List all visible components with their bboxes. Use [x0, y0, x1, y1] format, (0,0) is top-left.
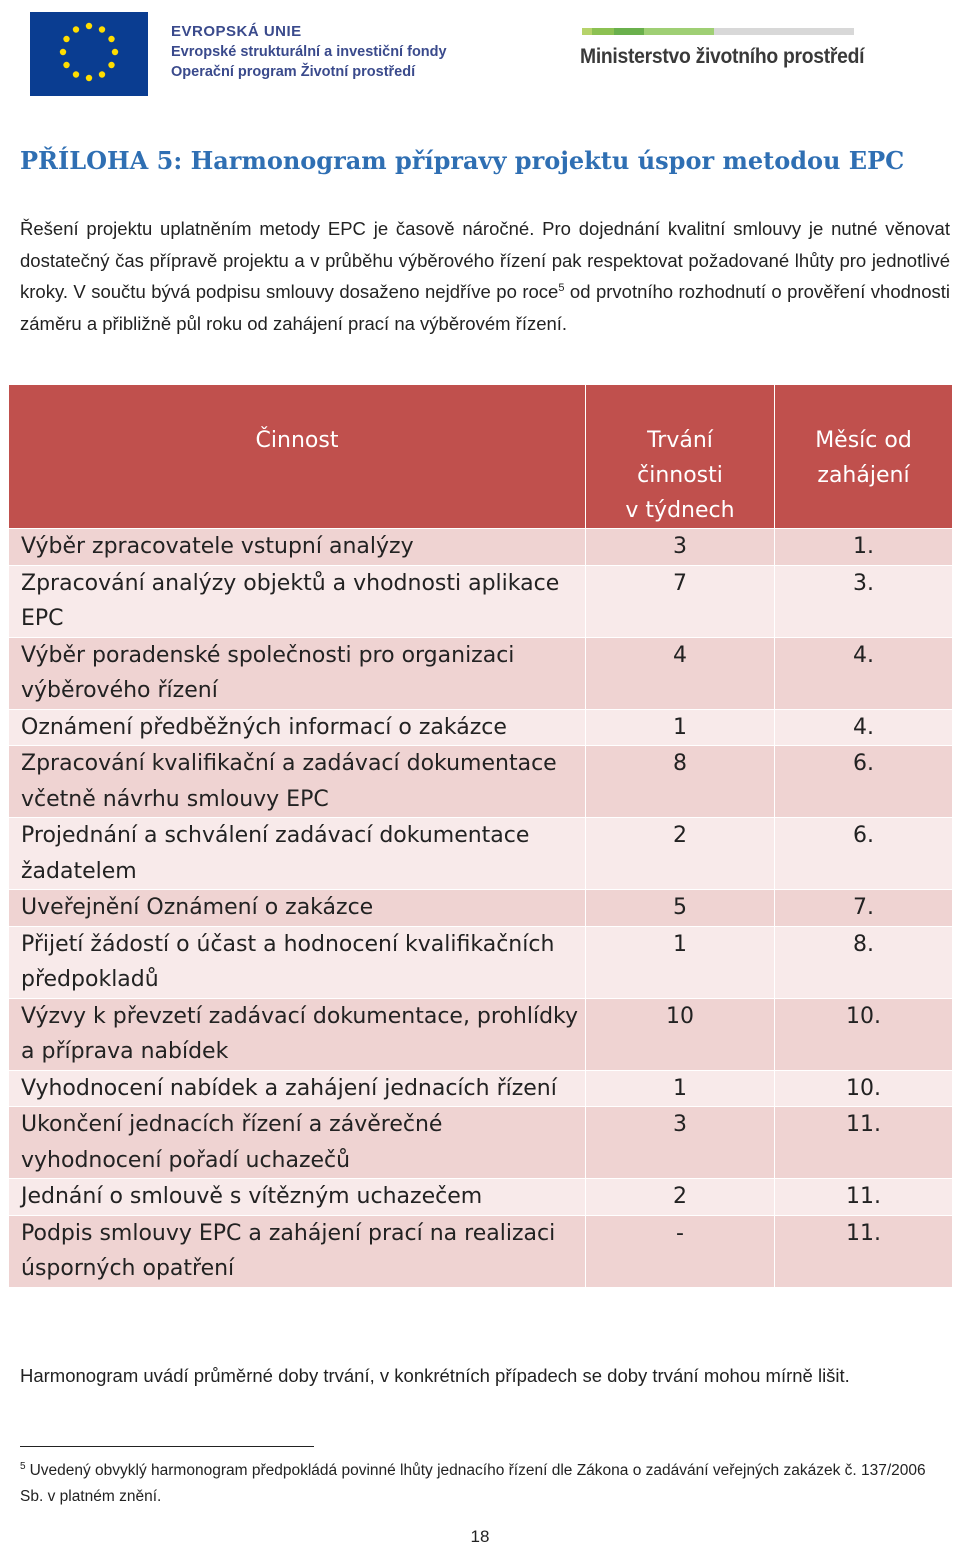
month-cell: 8. — [775, 926, 953, 998]
table-row — [9, 1070, 953, 1107]
table-row — [9, 890, 953, 927]
column-header-activity: Činnost — [9, 385, 586, 529]
weeks-cell: 7 — [586, 565, 775, 637]
month-cell: 6. — [775, 746, 953, 818]
month-cell: 11. — [775, 1107, 953, 1179]
intro-paragraph — [20, 213, 950, 339]
activity-cell: Ukončení jednacích řízení a závěrečné vyhodnocení pořadí uchazečů — [9, 1107, 586, 1179]
month-cell: 3. — [775, 565, 953, 637]
ministry-logo — [580, 28, 865, 69]
month-cell: 10. — [775, 1070, 953, 1107]
weeks-cell: 3 — [586, 1107, 775, 1179]
schedule-table — [8, 384, 953, 1288]
month-cell: 10. — [775, 998, 953, 1070]
footnote — [20, 1458, 950, 1510]
table-row — [9, 746, 953, 818]
weeks-cell: 2 — [586, 818, 775, 890]
month-cell: 7. — [775, 890, 953, 927]
eu-title: EVROPSKÁ UNIE — [171, 23, 302, 40]
weeks-cell: 3 — [586, 529, 775, 566]
activity-cell: Výběr poradenské společnosti pro organizaci výběrového řízení — [9, 637, 586, 709]
activity-cell: Projednání a schválení zadávací dokumentace žadatelem — [9, 818, 586, 890]
weeks-cell: - — [586, 1215, 775, 1287]
table-row — [9, 818, 953, 890]
activity-cell: Podpis smlouvy EPC a zahájení prací na realizaci úsporných opatření — [9, 1215, 586, 1287]
eu-stars-icon — [30, 12, 148, 96]
intro-text-continued: od prvotního rozhodnutí o prověření vhodnosti záměru a přibližně půl roku od zahájení prací na výběrovém řízení. — [20, 281, 950, 334]
weeks-cell: 4 — [586, 637, 775, 709]
footnote-marker: 5 — [20, 1460, 26, 1472]
activity-cell: Zpracování kvalifikační a zadávací dokumentace včetně návrhu smlouvy EPC — [9, 746, 586, 818]
month-cell: 4. — [775, 637, 953, 709]
note-paragraph: Harmonogram uvádí průměrné doby trvání, v konkrétních případech se doby trvání mohou mírně lišit. — [20, 1365, 850, 1386]
column-header-month: Měsíc od zahájení — [775, 385, 953, 529]
footnote-separator — [20, 1446, 314, 1447]
table-row — [9, 1107, 953, 1179]
footnote-text: Uvedený obvyklý harmonogram předpokládá povinné lhůty jednacího řízení dle Zákona o zadávání veřejných zakázek č. 137/2006 Sb. v platném znění. — [20, 1462, 926, 1505]
month-cell: 4. — [775, 709, 953, 746]
eu-funds-line: Evropské strukturální a investiční fondy — [171, 44, 447, 60]
activity-cell: Uveřejnění Oznámení o zakázce — [9, 890, 586, 927]
intro-text: Řešení projektu uplatněním metody EPC je časově náročné. Pro dojednání kvalitní smlouvy je nutné věnovat dostatečný čas přípravě projektu a v průběhu výběrového řízení pak respektovat požadované lhůty pro jednotlivé kroky. V součtu bývá podpisu smlouvy dosaženo nejdříve po roce — [20, 218, 950, 302]
activity-cell: Výběr zpracovatele vstupní analýzy — [9, 529, 586, 566]
weeks-cell: 8 — [586, 746, 775, 818]
table-row — [9, 926, 953, 998]
activity-cell: Oznámení předběžných informací o zakázce — [9, 709, 586, 746]
table-row — [9, 709, 953, 746]
activity-cell: Jednání o smlouvě s vítězným uchazečem — [9, 1179, 586, 1216]
table-row — [9, 637, 953, 709]
weeks-cell: 1 — [586, 709, 775, 746]
activity-cell: Vyhodnocení nabídek a zahájení jednacích řízení — [9, 1070, 586, 1107]
ministry-name: Ministerstvo životního prostředí — [580, 45, 865, 68]
table-row — [9, 998, 953, 1070]
eu-program-line: Operační program Životní prostředí — [171, 64, 416, 80]
table-row — [9, 529, 953, 566]
table-row — [9, 1179, 953, 1216]
table-row — [9, 1215, 953, 1287]
weeks-cell: 1 — [586, 926, 775, 998]
month-cell: 11. — [775, 1215, 953, 1287]
table-header-row — [9, 385, 953, 529]
eu-flag-logo — [30, 12, 148, 96]
eu-program-text — [171, 22, 447, 82]
month-cell: 11. — [775, 1179, 953, 1216]
weeks-cell: 2 — [586, 1179, 775, 1216]
month-cell: 1. — [775, 529, 953, 566]
footnote-reference[interactable]: 5 — [558, 281, 565, 294]
column-header-duration: Trvání činnosti v týdnech — [586, 385, 775, 529]
activity-cell: Výzvy k převzetí zadávací dokumentace, prohlídky a příprava nabídek — [9, 998, 586, 1070]
page-title: PŘÍLOHA 5: Harmonogram přípravy projektu úspor metodou EPC — [20, 146, 905, 175]
page-number: 18 — [470, 1527, 490, 1546]
weeks-cell: 1 — [586, 1070, 775, 1107]
weeks-cell: 5 — [586, 890, 775, 927]
ministry-color-bar — [582, 28, 860, 35]
activity-cell: Zpracování analýzy objektů a vhodnosti aplikace EPC — [9, 565, 586, 637]
table-row — [9, 565, 953, 637]
activity-cell: Přijetí žádostí o účast a hodnocení kvalifikačních předpokladů — [9, 926, 586, 998]
month-cell: 6. — [775, 818, 953, 890]
weeks-cell: 10 — [586, 998, 775, 1070]
